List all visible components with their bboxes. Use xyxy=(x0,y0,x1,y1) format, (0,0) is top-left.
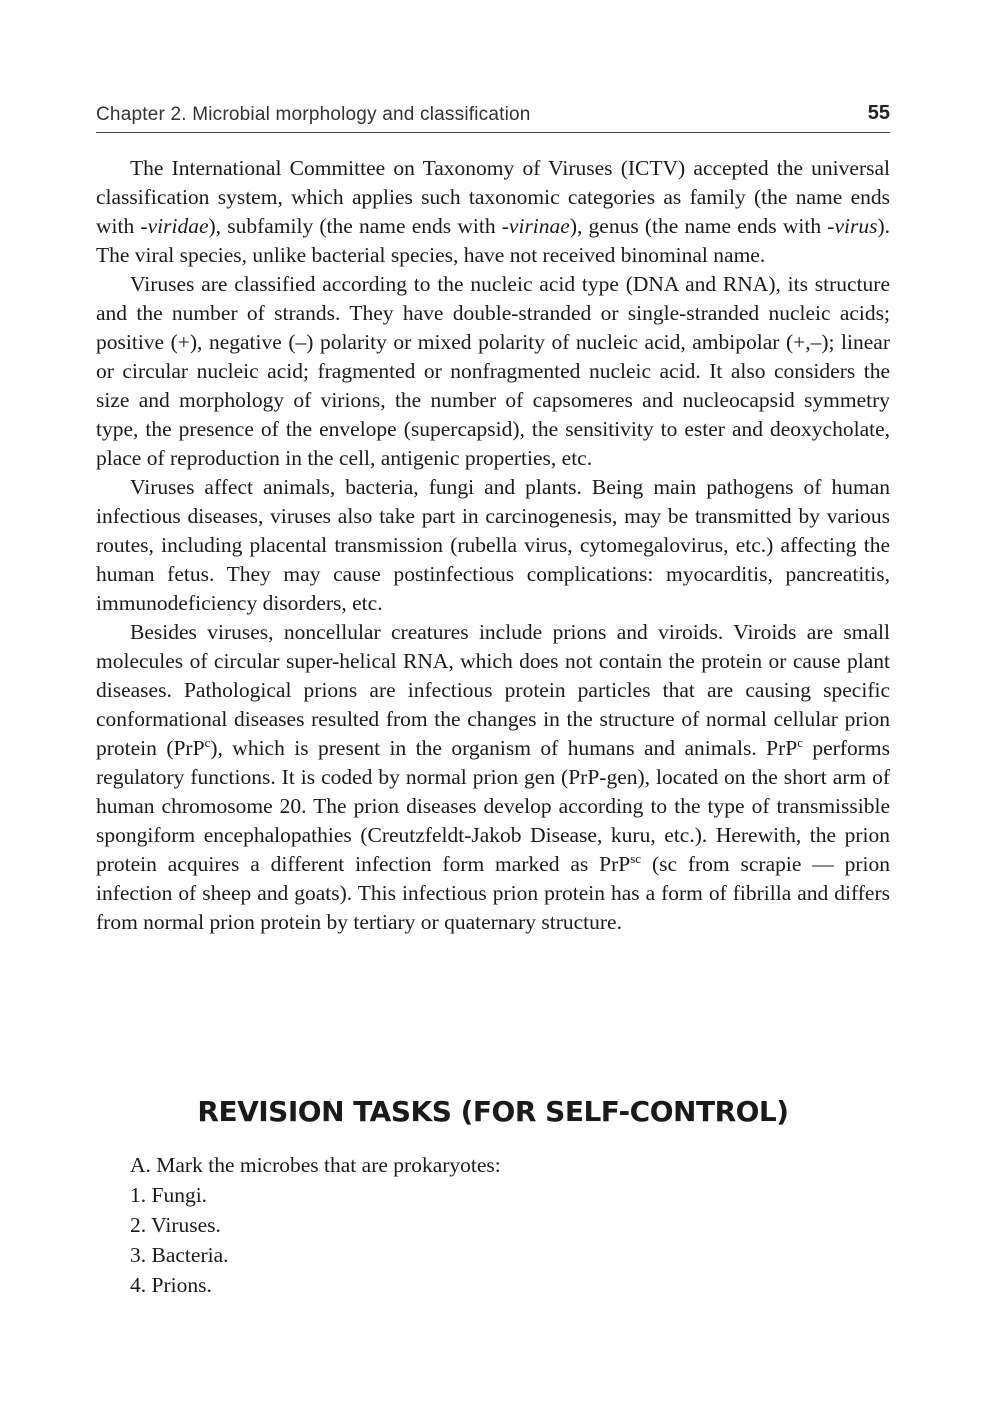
superscript: c xyxy=(797,734,803,750)
superscript: sc xyxy=(630,850,642,866)
text-run: ), subfamily (the name ends with xyxy=(208,214,502,238)
text-run: ), genus (the name ends with xyxy=(569,214,828,238)
revision-tasks xyxy=(130,1150,890,1300)
paragraph-virus-hosts: Viruses affect animals, bacteria, fungi and plants. Being main pathogens of human infectious diseases, viruses also take part in carcinogenesis, may be transmitted by various routes, including placental transmission (rubella virus, cytomegalovirus, etc.) affecting the human fetus. They may cause postinfectious complications: myocarditis, pancreatitis, immunodeficiency disorders, etc. xyxy=(96,475,890,615)
answer-option: 4. Prions. xyxy=(130,1273,212,1297)
italic-suffix-virinae: -virinae xyxy=(501,214,570,238)
running-header xyxy=(96,100,890,133)
superscript: c xyxy=(204,734,211,750)
italic-suffix-viridae: -viridae xyxy=(140,214,209,238)
paragraph-prions-viroids xyxy=(96,618,890,937)
page-number: 55 xyxy=(867,102,890,124)
text-run: Besides viruses, noncellular creatures include prions and viroids. Viroids are small molecules of circular super-helical RNA, which does not contain the protein or cause plant diseases. Pathological prions are infectious protein particles that are causing specific conformational diseases resulted from the changes in the structure of normal cellular prion protein (PrP xyxy=(96,620,890,760)
answer-option: 1. Fungi. xyxy=(130,1183,208,1207)
italic-suffix-virus: -virus xyxy=(827,214,878,238)
paragraph-virus-criteria: Viruses are classified according to the nucleic acid type (DNA and RNA), its structure and the number of strands. They have double-stranded or single-stranded nucleic acids; positive (+), negative (–) polarity or mixed polarity of nucleic acid, ambipolar (+,–); linear or circular nucleic acid; fragmented or nonfragmented nucleic acid. It also considers the size and morphology of virions, the number of capsomeres and nucleocapsid symmetry type, the presence of the envelope (supercapsid), the sensitivity to ester and deoxycholate, place of reproduction in the cell, antigenic properties, etc. xyxy=(96,272,890,470)
answer-options xyxy=(130,1180,890,1300)
text-run: (sc from scrapie — prion infection of sheep and goats). This infectious prion protein has a form of fibrilla and differs from normal prion protein by tertiary or quaternary structure. xyxy=(96,852,890,934)
answer-option: 3. Bacteria. xyxy=(130,1243,229,1267)
text-run: The International Committee on Taxonomy of Viruses (ICTV) accepted the universal classification system, which applies such taxonomic categories as family (the name ends with xyxy=(96,156,890,238)
task-question: A. Mark the microbes that are prokaryotes: xyxy=(130,1153,501,1177)
text-run: performs regulatory functions. It is coded by normal prion gen (PrP-gen), located on the short arm of human chromosome 20. The prion diseases develop according to the type of transmissible spongiform encephalopathies (Creutzfeldt-Jakob Disease, kuru, etc.). Herewith, the prion protein acquires a different infection form marked as PrP xyxy=(96,736,890,876)
body-text xyxy=(96,154,890,937)
text-run: ). The viral species, unlike bacterial species, have not received binominal name. xyxy=(96,214,890,267)
paragraph-ictv-classification xyxy=(96,154,890,270)
answer-option: 2. Viruses. xyxy=(130,1213,221,1237)
text-run: ), which is present in the organism of humans and animals. PrP xyxy=(210,736,798,760)
section-heading: REVISION TASKS (FOR SELF-CONTROL) xyxy=(197,1095,789,1128)
chapter-title: Chapter 2. Microbial morphology and classification xyxy=(96,104,531,125)
